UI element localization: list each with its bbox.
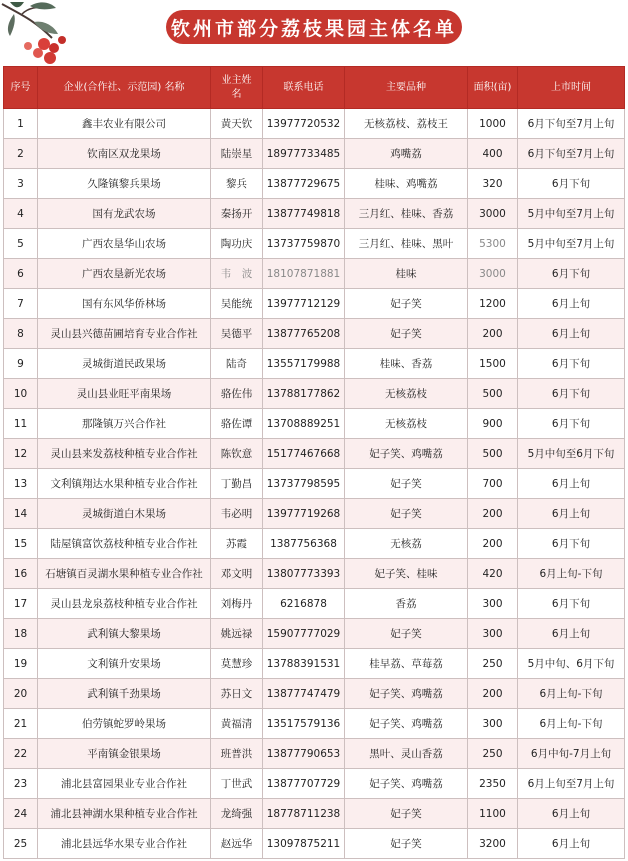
cell-owner: 黄天钦 xyxy=(211,109,263,139)
cell-index: 8 xyxy=(4,319,38,349)
cell-area: 300 xyxy=(468,619,518,649)
header-area: 面积(亩) xyxy=(468,67,518,109)
cell-owner: 秦扬开 xyxy=(211,199,263,229)
table-row xyxy=(4,499,625,529)
cell-name: 武利镇千劲果场 xyxy=(38,679,211,709)
cell-area: 300 xyxy=(468,709,518,739)
cell-index: 22 xyxy=(4,739,38,769)
cell-variety: 桂味 xyxy=(345,259,468,289)
table-row xyxy=(4,769,625,799)
table-row xyxy=(4,379,625,409)
cell-phone: 15907777029 xyxy=(263,619,345,649)
cell-index: 9 xyxy=(4,349,38,379)
cell-variety: 三月红、桂味、黑叶 xyxy=(345,229,468,259)
cell-owner: 黎兵 xyxy=(211,169,263,199)
cell-area: 500 xyxy=(468,379,518,409)
cell-time: 6月下旬 xyxy=(518,409,625,439)
cell-index: 23 xyxy=(4,769,38,799)
cell-phone: 13737798595 xyxy=(263,469,345,499)
cell-phone: 13557179988 xyxy=(263,349,345,379)
cell-time: 6月上旬-下旬 xyxy=(518,679,625,709)
table-row xyxy=(4,169,625,199)
cell-name: 陆屋镇富饮荔枝种植专业合作社 xyxy=(38,529,211,559)
cell-index: 3 xyxy=(4,169,38,199)
cell-phone: 13877747479 xyxy=(263,679,345,709)
cell-name: 广西农垦华山农场 xyxy=(38,229,211,259)
cell-owner: 陆奇 xyxy=(211,349,263,379)
cell-name: 平南镇金银果场 xyxy=(38,739,211,769)
cell-area: 900 xyxy=(468,409,518,439)
table-row xyxy=(4,409,625,439)
cell-index: 21 xyxy=(4,709,38,739)
table-row xyxy=(4,559,625,589)
header-variety: 主要品种 xyxy=(345,67,468,109)
cell-owner: 韦 波 xyxy=(211,259,263,289)
cell-owner: 邓文明 xyxy=(211,559,263,589)
cell-variety: 妃子笑 xyxy=(345,319,468,349)
cell-time: 6月下旬 xyxy=(518,349,625,379)
header-name: 企业(合作社、示范园) 名称 xyxy=(38,67,211,109)
cell-area: 320 xyxy=(468,169,518,199)
cell-owner: 陆崇星 xyxy=(211,139,263,169)
cell-owner: 班普洪 xyxy=(211,739,263,769)
cell-variety: 妃子笑 xyxy=(345,799,468,829)
table-row xyxy=(4,529,625,559)
table-row xyxy=(4,589,625,619)
cell-phone: 13877765208 xyxy=(263,319,345,349)
cell-index: 12 xyxy=(4,439,38,469)
cell-time: 6月上旬 xyxy=(518,499,625,529)
cell-phone: 13788391531 xyxy=(263,649,345,679)
cell-name: 武利镇大黎果场 xyxy=(38,619,211,649)
cell-owner: 刘梅丹 xyxy=(211,589,263,619)
cell-name: 国有东风华侨林场 xyxy=(38,289,211,319)
cell-phone: 18107871881 xyxy=(263,259,345,289)
cell-time: 6月上旬 xyxy=(518,289,625,319)
cell-owner: 吴德平 xyxy=(211,319,263,349)
table-row xyxy=(4,259,625,289)
table-row xyxy=(4,799,625,829)
header-phone: 联系电话 xyxy=(263,67,345,109)
cell-variety: 妃子笑 xyxy=(345,499,468,529)
cell-phone: 13977712129 xyxy=(263,289,345,319)
cell-area: 700 xyxy=(468,469,518,499)
cell-variety: 妃子笑 xyxy=(345,619,468,649)
cell-time: 6月下旬 xyxy=(518,589,625,619)
cell-area: 200 xyxy=(468,679,518,709)
cell-time: 6月中旬-7月上旬 xyxy=(518,739,625,769)
cell-name: 灵城街道民政果场 xyxy=(38,349,211,379)
cell-time: 6月下旬 xyxy=(518,529,625,559)
cell-phone: 13877749818 xyxy=(263,199,345,229)
cell-variety: 妃子笑、鸡嘴荔 xyxy=(345,679,468,709)
cell-variety: 无核荔枝 xyxy=(345,379,468,409)
cell-name: 浦北县神湖水果种植专业合作社 xyxy=(38,799,211,829)
cell-time: 6月上旬-下旬 xyxy=(518,559,625,589)
cell-owner: 韦必明 xyxy=(211,499,263,529)
cell-area: 250 xyxy=(468,739,518,769)
cell-index: 2 xyxy=(4,139,38,169)
cell-name: 浦北县远华水果专业合作社 xyxy=(38,829,211,859)
cell-variety: 桂味、鸡嘴荔 xyxy=(345,169,468,199)
cell-owner: 陶功庆 xyxy=(211,229,263,259)
title-area xyxy=(0,8,628,48)
cell-time: 6月上旬 xyxy=(518,829,625,859)
cell-time: 6月下旬至7月上旬 xyxy=(518,139,625,169)
cell-time: 6月上旬 xyxy=(518,619,625,649)
cell-phone: 13097875211 xyxy=(263,829,345,859)
cell-index: 15 xyxy=(4,529,38,559)
cell-variety: 妃子笑、桂味 xyxy=(345,559,468,589)
cell-owner: 骆佐谭 xyxy=(211,409,263,439)
cell-owner: 姚远禄 xyxy=(211,619,263,649)
cell-variety: 香荔 xyxy=(345,589,468,619)
cell-time: 6月上旬 xyxy=(518,799,625,829)
cell-name: 鑫丰农业有限公司 xyxy=(38,109,211,139)
cell-time: 5月中旬、6月下旬 xyxy=(518,649,625,679)
cell-name: 那隆镇万兴合作社 xyxy=(38,409,211,439)
cell-index: 10 xyxy=(4,379,38,409)
cell-time: 6月上旬 xyxy=(518,469,625,499)
cell-area: 420 xyxy=(468,559,518,589)
cell-index: 19 xyxy=(4,649,38,679)
cell-area: 200 xyxy=(468,529,518,559)
cell-phone: 13788177862 xyxy=(263,379,345,409)
cell-phone: 13517579136 xyxy=(263,709,345,739)
cell-owner: 赵远华 xyxy=(211,829,263,859)
title-banner xyxy=(166,10,462,44)
cell-name: 浦北县富园果业专业合作社 xyxy=(38,769,211,799)
cell-time: 6月上旬至7月上旬 xyxy=(518,769,625,799)
table-row xyxy=(4,469,625,499)
cell-phone: 13708889251 xyxy=(263,409,345,439)
cell-area: 1100 xyxy=(468,799,518,829)
table-row xyxy=(4,739,625,769)
cell-phone: 1387756368 xyxy=(263,529,345,559)
cell-variety: 无核荔枝 xyxy=(345,409,468,439)
cell-time: 6月上旬-下旬 xyxy=(518,709,625,739)
table-row xyxy=(4,349,625,379)
table-row xyxy=(4,439,625,469)
cell-variety: 妃子笑 xyxy=(345,469,468,499)
table-row xyxy=(4,679,625,709)
cell-owner: 苏霞 xyxy=(211,529,263,559)
cell-area: 1200 xyxy=(468,289,518,319)
cell-index: 11 xyxy=(4,409,38,439)
cell-name: 广西农垦新光农场 xyxy=(38,259,211,289)
cell-variety: 桂早荔、草莓荔 xyxy=(345,649,468,679)
table-row xyxy=(4,199,625,229)
cell-name: 灵山县业旺平南果场 xyxy=(38,379,211,409)
cell-variety: 无核荔枝、荔枝王 xyxy=(345,109,468,139)
cell-phone: 18778711238 xyxy=(263,799,345,829)
table-row xyxy=(4,289,625,319)
cell-index: 14 xyxy=(4,499,38,529)
cell-phone: 18977733485 xyxy=(263,139,345,169)
cell-name: 灵山县兴德苗圃培育专业合作社 xyxy=(38,319,211,349)
orchard-table xyxy=(3,66,625,859)
cell-index: 1 xyxy=(4,109,38,139)
cell-index: 25 xyxy=(4,829,38,859)
cell-owner: 苏日文 xyxy=(211,679,263,709)
page-title: 钦州市部分荔枝果园主体名单 xyxy=(170,17,457,40)
cell-index: 18 xyxy=(4,619,38,649)
cell-variety: 三月红、桂味、香荔 xyxy=(345,199,468,229)
cell-time: 6月上旬 xyxy=(518,319,625,349)
cell-variety: 无核荔 xyxy=(345,529,468,559)
cell-owner: 莫慧珍 xyxy=(211,649,263,679)
cell-owner: 吴能统 xyxy=(211,289,263,319)
cell-index: 5 xyxy=(4,229,38,259)
cell-name: 伯劳镇蛇罗岭果场 xyxy=(38,709,211,739)
header-index: 序号 xyxy=(4,67,38,109)
cell-index: 4 xyxy=(4,199,38,229)
cell-phone: 13977720532 xyxy=(263,109,345,139)
header-time: 上市时间 xyxy=(518,67,625,109)
cell-area: 200 xyxy=(468,319,518,349)
cell-area: 250 xyxy=(468,649,518,679)
cell-variety: 妃子笑、鸡嘴荔 xyxy=(345,439,468,469)
cell-name: 文利镇升安果场 xyxy=(38,649,211,679)
cell-time: 6月下旬 xyxy=(518,379,625,409)
cell-time: 5月中旬至7月上旬 xyxy=(518,229,625,259)
cell-area: 5300 xyxy=(468,229,518,259)
cell-area: 1000 xyxy=(468,109,518,139)
cell-area: 1500 xyxy=(468,349,518,379)
cell-index: 24 xyxy=(4,799,38,829)
cell-phone: 13977719268 xyxy=(263,499,345,529)
cell-variety: 妃子笑 xyxy=(345,289,468,319)
cell-variety: 桂味、香荔 xyxy=(345,349,468,379)
cell-phone: 6216878 xyxy=(263,589,345,619)
cell-owner: 骆佐伟 xyxy=(211,379,263,409)
cell-name: 钦南区双龙果场 xyxy=(38,139,211,169)
cell-index: 13 xyxy=(4,469,38,499)
cell-time: 6月下旬 xyxy=(518,169,625,199)
table-row xyxy=(4,109,625,139)
cell-variety: 妃子笑、鸡嘴荔 xyxy=(345,769,468,799)
cell-variety: 黑叶、灵山香荔 xyxy=(345,739,468,769)
table-row xyxy=(4,619,625,649)
cell-index: 7 xyxy=(4,289,38,319)
header-owner: 业主姓名 xyxy=(211,67,263,109)
cell-index: 16 xyxy=(4,559,38,589)
cell-time: 5月中旬至6月下旬 xyxy=(518,439,625,469)
cell-owner: 丁勤昌 xyxy=(211,469,263,499)
cell-owner: 陈钦意 xyxy=(211,439,263,469)
cell-area: 3000 xyxy=(468,199,518,229)
table-row xyxy=(4,139,625,169)
table-row xyxy=(4,319,625,349)
cell-name: 灵城街道白木果场 xyxy=(38,499,211,529)
cell-name: 久隆镇黎兵果场 xyxy=(38,169,211,199)
table-row xyxy=(4,229,625,259)
cell-name: 灵山县龙泉荔枝种植专业合作社 xyxy=(38,589,211,619)
table-row xyxy=(4,829,625,859)
cell-area: 300 xyxy=(468,589,518,619)
cell-time: 6月下旬至7月上旬 xyxy=(518,109,625,139)
cell-area: 400 xyxy=(468,139,518,169)
cell-phone: 13807773393 xyxy=(263,559,345,589)
cell-name: 国有龙武农场 xyxy=(38,199,211,229)
header-row xyxy=(4,67,625,109)
cell-owner: 黄福清 xyxy=(211,709,263,739)
cell-area: 2350 xyxy=(468,769,518,799)
table-row xyxy=(4,649,625,679)
cell-area: 3200 xyxy=(468,829,518,859)
cell-phone: 13877729675 xyxy=(263,169,345,199)
cell-phone: 13877707729 xyxy=(263,769,345,799)
cell-phone: 15177467668 xyxy=(263,439,345,469)
table-row xyxy=(4,709,625,739)
cell-owner: 龙绮强 xyxy=(211,799,263,829)
cell-owner: 丁世武 xyxy=(211,769,263,799)
cell-area: 3000 xyxy=(468,259,518,289)
cell-variety: 鸡嘴荔 xyxy=(345,139,468,169)
cell-index: 20 xyxy=(4,679,38,709)
cell-name: 石塘镇百灵湖水果种植专业合作社 xyxy=(38,559,211,589)
cell-name: 文利镇翔达水果种植专业合作社 xyxy=(38,469,211,499)
cell-variety: 妃子笑 xyxy=(345,829,468,859)
cell-area: 200 xyxy=(468,499,518,529)
cell-variety: 妃子笑、鸡嘴荔 xyxy=(345,709,468,739)
cell-index: 6 xyxy=(4,259,38,289)
cell-phone: 13877790653 xyxy=(263,739,345,769)
cell-phone: 13737759870 xyxy=(263,229,345,259)
cell-name: 灵山县来发荔枝种植专业合作社 xyxy=(38,439,211,469)
cell-time: 5月中旬至7月上旬 xyxy=(518,199,625,229)
cell-time: 6月下旬 xyxy=(518,259,625,289)
cell-area: 500 xyxy=(468,439,518,469)
cell-index: 17 xyxy=(4,589,38,619)
